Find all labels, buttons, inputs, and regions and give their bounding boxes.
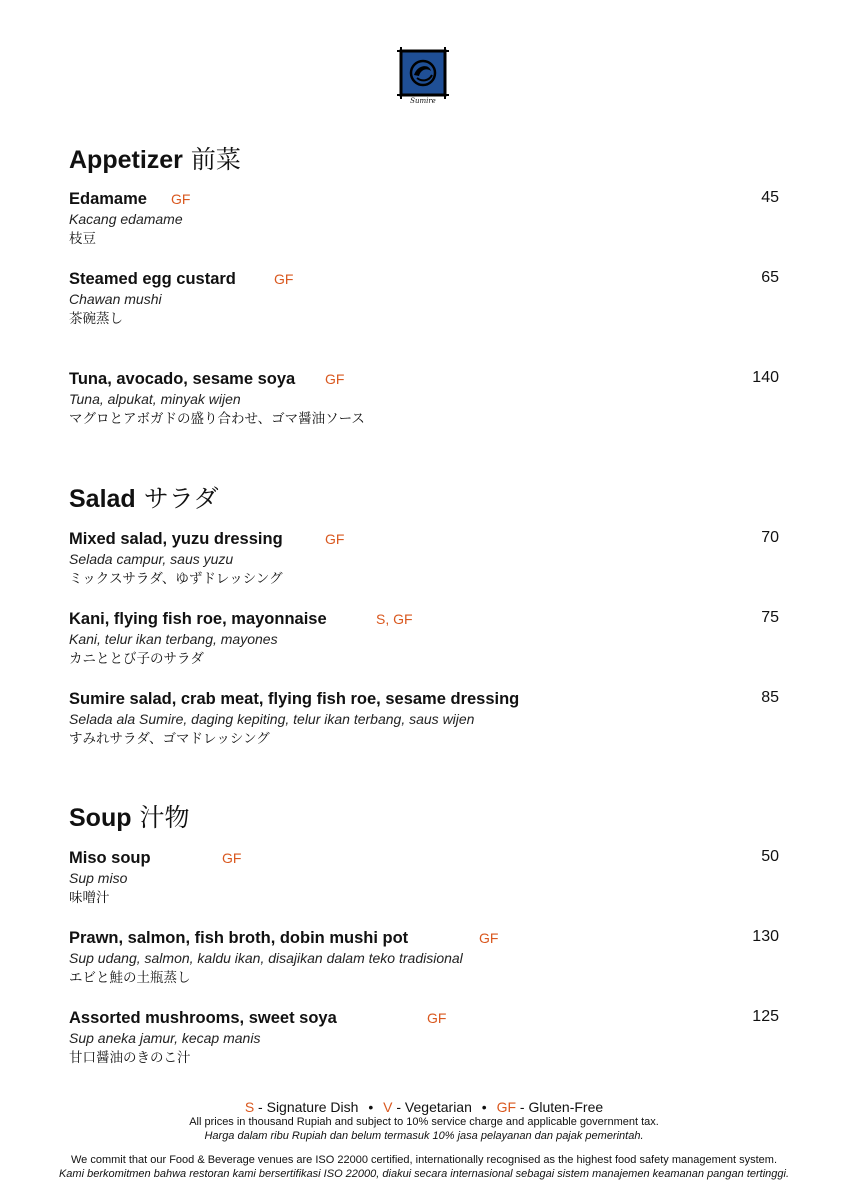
item-price: 50 <box>761 848 779 865</box>
item-name: Assorted mushrooms, sweet soya <box>69 1009 337 1027</box>
iso-note-id: Kami berkomitmen bahwa restoran kami bersertifikasi ISO 22000, diakui secara internasional sebagai sistem manajemen keamanan pangan tertinggi. <box>58 1168 790 1180</box>
dietary-legend: S - Signature Dish • V - Vegetarian • GF - Gluten-Free <box>244 1099 604 1115</box>
item-description-id: Kacang edamame <box>69 211 183 227</box>
item-description-jp: エビと鮭の土瓶蒸し <box>69 970 191 986</box>
item-tag: S, GF <box>376 611 413 627</box>
section-title-appetizer: Appetizer 前菜 <box>69 145 241 174</box>
item-name: Tuna, avocado, sesame soya <box>69 370 296 388</box>
price-note-id: Harga dalam ribu Rupiah dan belum termasuk 10% jasa pelayanan dan pajak pemerintah. <box>204 1130 644 1142</box>
item-description-id: Sup udang, salmon, kaldu ikan, disajikan dalam teko tradisional <box>69 950 463 966</box>
item-price: 70 <box>761 529 779 546</box>
item-name: Kani, flying fish roe, mayonnaise <box>69 610 327 628</box>
item-price: 45 <box>761 189 779 206</box>
item-description-jp: 茶碗蒸し <box>69 311 123 327</box>
item-description-id: Selada campur, saus yuzu <box>69 551 234 567</box>
sumire-logo <box>397 47 449 107</box>
item-price: 125 <box>752 1008 779 1025</box>
item-name: Sumire salad, crab meat, flying fish roe, sesame dressing <box>69 690 520 708</box>
item-tag: GF <box>171 191 191 207</box>
item-description-id: Kani, telur ikan terbang, mayones <box>69 631 278 647</box>
item-description-id: Tuna, alpukat, minyak wijen <box>69 391 241 407</box>
iso-note: We commit that our Food & Beverage venues are ISO 22000 certified, internationally recognised as the highest food safety management system. <box>70 1154 777 1166</box>
item-description-jp: すみれサラダ、ゴマドレッシング <box>69 731 270 747</box>
menu-item <box>69 689 781 749</box>
menu-item <box>69 269 781 329</box>
item-description-jp: ミックスサラダ、ゆずドレッシング <box>69 571 283 587</box>
item-description-id: Selada ala Sumire, daging kepiting, telur ikan terbang, saus wijen <box>69 711 475 727</box>
item-description-jp: カニととび子のサラダ <box>69 651 204 667</box>
item-description-jp: マグロとアボガドの盛り合わせ、ゴマ醤油ソース <box>69 411 365 427</box>
menu-item <box>69 529 781 589</box>
item-description-id: Chawan mushi <box>69 291 162 307</box>
item-name: Miso soup <box>69 849 151 867</box>
item-tag: GF <box>274 271 294 287</box>
item-description-jp: 甘口醤油のきのこ汁 <box>69 1050 191 1066</box>
item-tag: GF <box>325 531 345 547</box>
item-name: Edamame <box>69 190 147 208</box>
item-description-jp: 枝豆 <box>69 231 96 247</box>
bullet-separator: • <box>368 1099 374 1115</box>
item-price: 65 <box>761 269 779 286</box>
item-price: 75 <box>761 609 779 626</box>
item-tag: GF <box>427 1010 447 1026</box>
menu-item <box>69 609 781 669</box>
item-price: 140 <box>752 369 779 386</box>
item-description-jp: 味噌汁 <box>69 890 110 906</box>
menu-item <box>69 1008 781 1068</box>
item-tag: GF <box>222 850 242 866</box>
item-description-id: Sup miso <box>69 870 128 886</box>
section-title-soup: Soup 汁物 <box>69 803 190 832</box>
price-note: All prices in thousand Rupiah and subject to 10% service charge and applicable government tax. <box>189 1116 659 1128</box>
item-name: Mixed salad, yuzu dressing <box>69 530 283 548</box>
item-price: 130 <box>752 928 779 945</box>
bullet-separator: • <box>481 1099 487 1115</box>
item-name: Prawn, salmon, fish broth, dobin mushi pot <box>69 929 409 947</box>
item-price: 85 <box>761 689 779 706</box>
item-tag: GF <box>479 930 499 946</box>
item-tag: GF <box>325 371 345 387</box>
logo-wordmark: Sumire <box>410 97 436 105</box>
section-title-salad: Salad サラダ <box>69 484 219 513</box>
menu-item <box>69 369 781 429</box>
item-name: Steamed egg custard <box>69 270 236 288</box>
menu-item <box>69 189 781 249</box>
menu-item <box>69 848 781 908</box>
item-description-id: Sup aneka jamur, kecap manis <box>69 1030 261 1046</box>
menu-item <box>69 928 781 988</box>
